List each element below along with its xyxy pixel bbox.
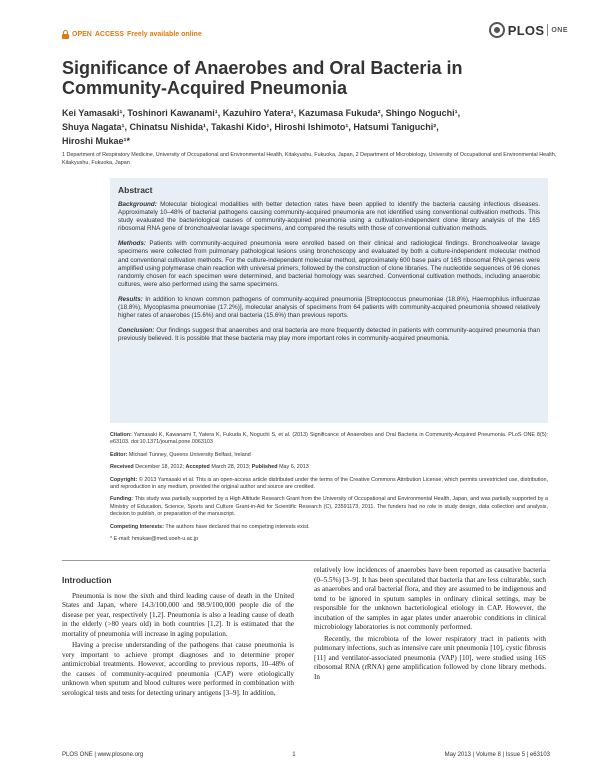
plos-logo-icon [489,22,505,38]
methods-label: Methods: [118,240,146,248]
access-label: ACCESS [94,31,125,38]
abstract-methods [118,240,540,289]
background-label: Background: [118,201,157,208]
journal-logo [489,22,568,38]
body-column-right [314,566,546,684]
citation-label: Citation: [110,432,132,438]
authors-line-1: Kei Yamasaki¹, Toshinori Kawanami¹, Kazuhiro Yatera¹, Kazumasa Fukuda², Shingo Noguchi¹, [62,108,461,118]
authors-line-3: Hiroshi Mukae¹* [62,136,131,146]
citation-text: Yamasaki K, Kawanami T, Yatera K, Fukuda K, Noguchi S, et al. (2013) Significance of Anaerobes and Oral Bacteria in Community-Acquired Pneumonia. PLoS ONE 8(5): e63103. doi:10.1371/journal.pone.0063103 [110,432,548,446]
footer-issue: May 2013 | Volume 8 | Issue 5 | e63103 [444,752,550,758]
dates [110,464,548,471]
abstract-heading: Abstract [118,185,153,195]
footer-journal: PLOS ONE | www.plosone.org [62,752,144,758]
intro-paragraph-1: Pneumonia is now the sixth and third leading cause of death in the United States and Japan, where 14.3/100,000 and 98.9/100,000 people die of the disease per year, respectively [1,2]. Pneumonia is also a leading cause of death in the elderly (>80 years old) in both countries [1,2]. It is estimated that the mortality of pneumonia will increase in aging population. [62,591,294,638]
funding-label: Funding: [110,496,134,503]
editor [110,452,548,459]
funding-text: This study was partially supported by a High Altitude Research Grant from the University of Occupational and Environmental Health, Japan, and was partially supported by a Ministry of Education, Science, Sports and Culture Grant-in-Aid for Scientific Research (C), 23591173, 2011. The funders had no role in study design, data collection and analysis, decision to publish, or preparation of the manuscript. [110,496,548,518]
intro-paragraph-3: relatively low incidences of anaerobes have been reported as causative bacteria (0–5.5%) [3–9]. It has been speculated that bacteria that are less culturable, such as anaerobes and oral bacterial flora, and they are assumed to be indigenous and tend to be ignored in sputum samples in ordinary clinical settings, may be responsible for the unknown bacteriological etiology in CAP. However, the incubation of the samples in agar plates under anaerobic conditions in clinical microbiology laboratories is not commonly performed. [314,566,546,631]
intro-paragraph-2: Having a precise understanding of the pathogens that cause pneumonia is very important to achieve prompt diagnoses and to determine proper antimicrobial treatments. However, according to previous reports, 10–48% of the causes of community-acquired pneumonia (CAP) were etiologically unknown when sputum and blood cultures were performed in combination with serological tests and tests for detecting urinary antigens [3–9]. In addition, [62,641,294,697]
intro-paragraph-4: Recently, the microbiota of the lower respiratory tract in patients with pulmonary infections, such as intensive care unit pneumonia [10], cystic fibrosis [11] and ventilator-associated pneumonia (VAP) [10], were studied using 16S ribosomal RNA (rRNA) gene amplification followed by clone library methods. In [314,634,546,681]
accepted-label: Accepted [185,464,210,471]
published-label: Published [251,464,278,471]
conclusion-text: Our findings suggest that anaerobes and oral bacteria are more frequently detected in patients with community-acquired pneumonia than previously believed. It is possible that these bacteria may play more important roles in community-acquired pneumonia. [118,327,541,343]
freely-available-label: Freely available online [127,31,202,38]
body-column-left [62,576,294,700]
logo-divider [547,24,548,36]
received-label: Received [110,464,134,471]
copyright-label: Copyright: [110,476,138,483]
editor-text: Michael Tunney, Queens University Belfast, Ireland [128,451,251,458]
journal-sub: ONE [551,26,568,34]
abstract-results [118,296,540,320]
page-number: 1 [292,752,296,758]
abstract-box [110,178,548,423]
accepted-date: March 28, 2013; [211,464,251,471]
copyright-text: © 2013 Yamasaki et al. This is an open-access article distributed under the terms of the Creative Commons Attribution License, which permits unrestricted use, distribution, and reproduction in any medium, provided the original author and source are credited. [110,476,548,491]
abstract-conclusion [118,327,540,343]
article-title: Significance of Anaerobes and Oral Bacteria in Community-Acquired Pneumonia [62,58,463,98]
funding [110,496,548,518]
editor-label: Editor: [110,451,128,458]
competing-interests [110,524,548,531]
results-label: Results: [118,295,143,303]
open-label: OPEN [72,31,92,38]
introduction-heading: Introduction [62,575,112,585]
section-divider [62,560,550,561]
methods-text: Patients with community-acquired pneumonia were enrolled based on their clinical and radiological findings. Bronchoalveolar lavage specimens were collected from pulmonary pathological lesions using bronchoscopy and evaluated by both a culture-independent molecular method and conventional cultivation methods. For the culture-independent molecular method, approximately 600 base pairs of 16S ribosomal RNA genes were amplified using polymerase chain reaction with universal primers, followed by the construction of clone libraries. The nucleotide sequences of 96 clones randomly chosen for each specimen were determined, and bacterial homology was searched. Conventional cultivation methods, including anaerobic cultures, were also performed using the same specimens. [118,240,541,288]
author-list [62,106,562,148]
article-metadata [110,432,548,548]
authors-line-2: Shuya Nagata¹, Chinatsu Nishida¹, Takashi Kido¹, Hiroshi Ishimoto¹, Hatsumi Taniguchi², [62,122,439,132]
open-access-banner [62,30,202,39]
open-lock-icon [62,30,69,39]
corresponding-email: * E-mail: hmukae@med.uoeh-u.ac.jp [110,536,199,543]
received-date: December 18, 2012; [135,464,185,471]
abstract-background [118,201,540,233]
journal-word: PLOS [507,22,545,38]
citation [110,432,548,447]
affiliations: 1 Department of Respiratory Medicine, University of Occupational and Environmental Health, Kitakyushu, Fukuoka, Japan, 2 Department of Microbiology, University of Occupational and Environmental Health, Kitakyushu, Fukuoka, Japan [62,152,557,166]
results-text: In addition to known common pathogens of community-acquired pneumonia [Streptococcus pneumoniae (18.8%), Haemophilus influenzae (18.8%), Mycoplasma pneumoniae (17.2%)], molecular analysis of specimens from 64 patients with community-acquired pneumonia showed relatively higher rates of anaerobes (15.6%) and oral bacteria (15.6%) than previous reports. [118,295,541,320]
page-footer [62,752,550,758]
published-date: May 6, 2013 [279,464,309,471]
conclusion-label: Conclusion: [118,327,155,335]
competing-label: Competing Interests: [110,523,164,530]
competing-text: The authors have declared that no competing interests exist. [165,523,310,530]
background-text: Molecular biological modalities with better detection rates have been applied to identify the bacteria causing infectious diseases. Approximately 10–48% of bacterial pathogens causing community-acquired pneumonia are not identified using conventional cultivation methods. This study evaluated the bacteriological causes of community-acquired pneumonia using a cultivation-independent clone library analysis of the 16S ribosomal RNA gene of bronchoalveolar lavage specimens, and compared the results with those of conventional cultivation methods. [118,201,541,233]
copyright [110,477,548,492]
